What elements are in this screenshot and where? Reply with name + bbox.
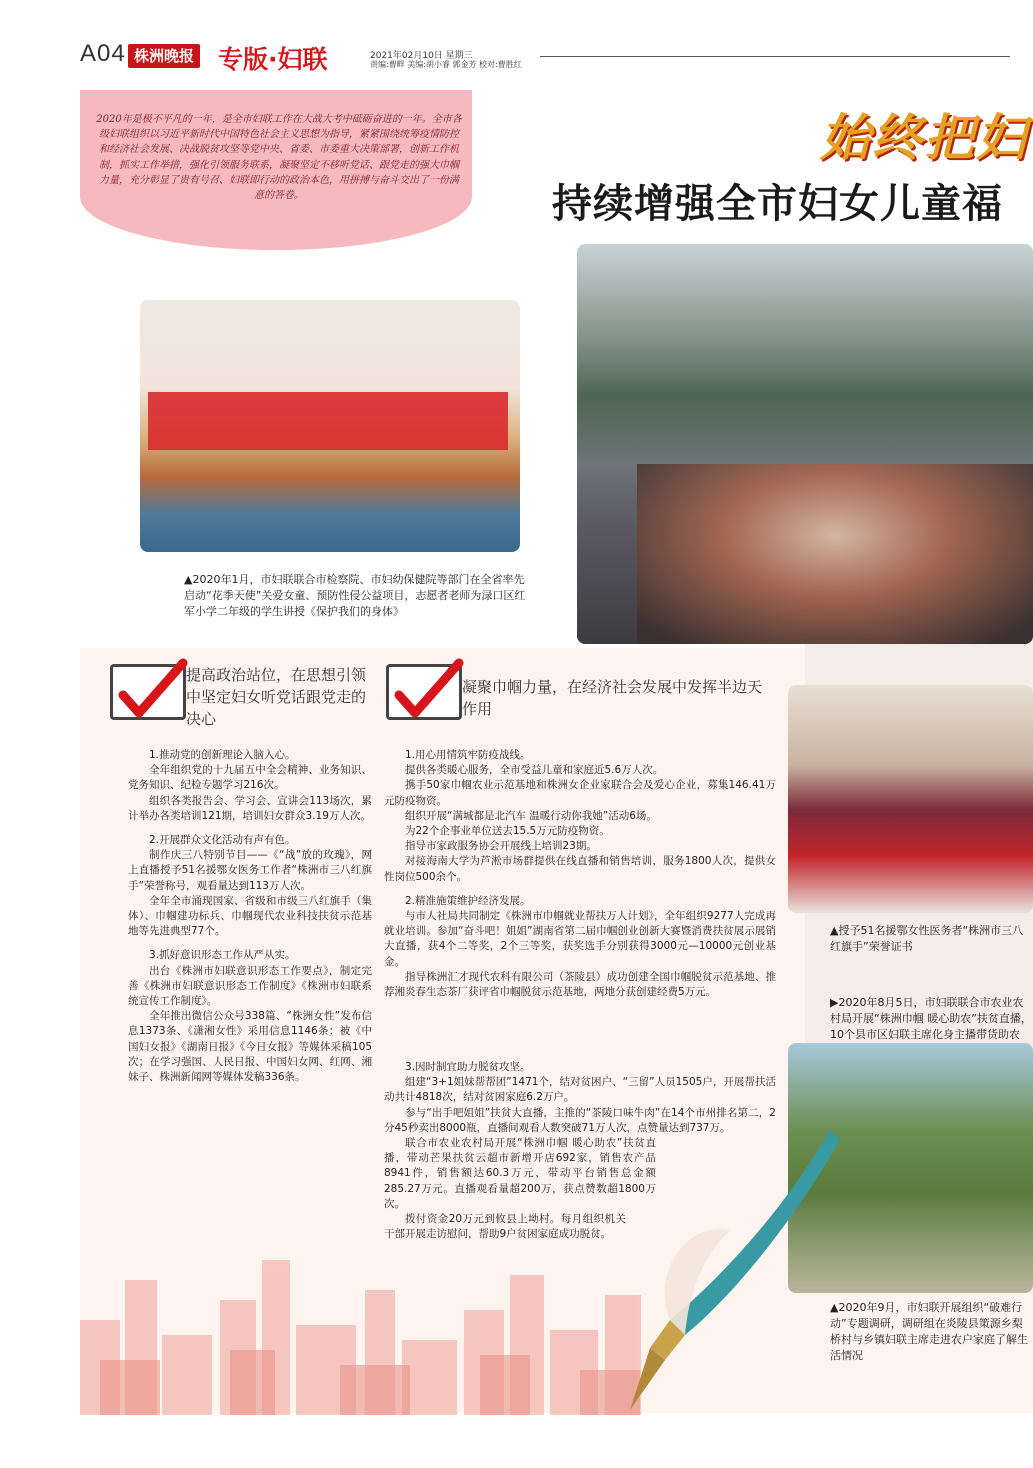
paragraph: 指导市家政服务协会开展线上培训23期。 (405, 840, 597, 853)
paragraph: 组织开展“满城都是北汽车 温暖行动你我她”活动6场。 (405, 809, 657, 822)
photo-award-ceremony (788, 685, 1033, 913)
caption-photo4: ▲2020年9月，市妇联开展组织“破难行动”专题调研，调研组在炎陵县策源乡梨桥村与乡镇妇联主席走进农户家庭了解生活情况 (830, 1301, 1028, 1362)
section-a-heading: 提高政治站位，在思想引领中坚定妇女听党话跟党走的决心 (186, 666, 367, 728)
pen-icon (610, 1120, 840, 1450)
checkmark-icon (110, 664, 186, 720)
section-b-heading: 凝聚巾帼力量，在经济社会发展中发挥半边天作用 (462, 678, 763, 718)
paragraph: 出台《株洲市妇联意识形态工作要点》，制定完善《株洲市妇联意识形态工作制度》《株洲市妇联系统宣传工作制度》。 (128, 964, 372, 1008)
paragraph: 组织各类报告会、学习会、宣讲会113场次，累计举办各类培训121期，培训妇女群众3.19万人次。 (128, 794, 372, 822)
section-b-body (384, 748, 776, 1000)
paragraph: 1.推动党的创新理论入脑入心。 (149, 749, 296, 761)
header-rule (540, 56, 1010, 57)
caption-photo3: ▲授予51名援鄂女性医务者“株洲市三八红旗手”荣誉证书 (830, 924, 1024, 953)
paragraph: 1.用心用情筑牢防疫战线。 (405, 749, 531, 761)
headline-line2: 持续增强全市妇女儿童福 (552, 181, 1003, 227)
section-title: 专版·妇联 (218, 45, 328, 74)
paragraph: 组建“3+1姐妹帮帮团”1471个，结对贫困户、“三留”人员1505户，开展帮扶活动共计4818次，结对贫困家庭6.2万户。 (384, 1076, 776, 1104)
paragraph: 携手50家巾帼农业示范基地和株洲女企业家联合会及爱心企业，募集146.41万元防疫物资。 (384, 779, 776, 807)
caption-photo1: ▲2020年1月，市妇联联合市检察院、市妇幼保健院等部门在全省率先启动“花季天使”关爱女童、预防性侵公益项目，志愿者老师为渌口区红军小学二年级的学生讲授《保护我们的身体》 (184, 573, 526, 618)
city-skyline-illustration (80, 1240, 1033, 1415)
paragraph: 3.因时制宜助力脱贫攻坚。 (405, 1061, 531, 1073)
paragraph: 拨付资金20万元到攸县上坳村。每月组织机关干部开展走访慰问，帮助9户贫困家庭成功脱贫。 (384, 1213, 626, 1241)
checkmark-icon (386, 664, 462, 720)
paragraph: 全年全市涌现国家、省级和市级三八红旗手（集体）、巾帼建功标兵、巾帼现代农业科技扶贫示范基地等先进典型77个。 (128, 894, 372, 938)
paragraph: 提供各类暖心服务，全市受益儿童和家庭近5.6万人次。 (405, 764, 664, 777)
section-a-body (128, 748, 372, 1085)
paragraph: 与市人社局共同制定《株洲市巾帼就业帮扶万人计划》，全年组织9277人完成再就业培训。参加“奋斗吧！姐姐”湖南省第二届巾帼创业创新大赛暨消费扶贫展示展销大直播，获4个二等奖，2个三等奖，获奖选手分别获得3000元—10000元创业基金。 (384, 910, 776, 968)
paragraph: 全年推出微信公众号338篇、“株洲女性”发布信息1373条、《潇湘女性》采用信息1146条；被《中国妇女报》《湖南日报》《今日女报》等媒体采稿105次；在学习强国、人民日报、中国妇女网、红网、湘妹子、株洲新闻网等媒体发稿336条。 (128, 1010, 372, 1084)
intro-text: 2020年是极不平凡的一年，是全市妇联工作在大战大考中砥砺奋进的一年。全市各级妇联组织以习近平新时代中国特色社会主义思想为指导，紧紧围绕统筹疫情防控和经济社会发展、决战脱贫攻坚等党中央、省委、市委重大决策部署，创新工作机制，抓实工作举措，强化引领服务联系，凝聚坚定不移听党话、跟党走的强大巾帼力量，充分彰显了贵有号召、妇联即行动的政治本色，用拼搏与奋斗交出了一份满意的答卷。 (96, 114, 462, 202)
paragraph: 3.抓好意识形态工作从严从实。 (149, 949, 296, 962)
paragraph: 全年组织党的十九届五中全会精神、业务知识、党务知识、纪检专题学习216次。 (128, 764, 372, 792)
editor-credits: 责编:曹畔 美编:胡小睿 郭金芳 校对:曹胜红 (370, 60, 522, 69)
page-number: A04 (80, 40, 126, 67)
paragraph: 参与“出手吧姐姐”扶贫大直播，主推的“茶陵口味牛肉”在14个市州排名第二，2分45秒卖出8000瓶，直播间观看人数突破71万人次，点赞量达到737万。 (384, 1106, 776, 1134)
paragraph: 2.开展群众文化活动有声有色。 (149, 834, 296, 847)
photo-classroom (140, 300, 520, 552)
paragraph: 联合市农业农村局开展“株洲巾帼 暖心助农”扶贫直播，带动芒果扶贫云超市新增开店692家，销售农产品8941件，销售额达60.3万元，带动平台销售总金额285.27万元。直播观看量超200万，获点赞数超1800万次。 (384, 1137, 656, 1210)
issue-date: 2021年02月10日 星期三 (370, 51, 473, 61)
caption-livestream: ▶2020年8月5日，市妇联联合市农业农村局开展“株洲巾帼 暖心助农”扶贫直播，10个县市区妇联主席化身主播带货助农 (830, 996, 1032, 1041)
photo-crowd-gathering (577, 244, 1033, 644)
paragraph: 制作庆三八特别节目——《“战”放的玫瑰》，网上直播授予51名援鄂女医务工作者“株洲市三八红旗手”荣誉称号，观看量达到113万人次。 (128, 849, 372, 892)
paragraph: 2.精准施策维护经济发展。 (405, 894, 531, 907)
paragraph: 指导株洲汇才现代农科有限公司（茶陵县）成功创建全国巾帼脱贫示范基地、推荐湘炎春生态茶厂获评省巾帼脱贫示范基地，两地分获创建经费5万元。 (384, 970, 776, 999)
headline-line1: 始终把妇 (820, 108, 1028, 167)
paragraph: 为22个企事业单位送去15.5万元防疫物资。 (405, 825, 610, 838)
paragraph: 对接海南大学为芦淞市场群提供在线直播和销售培训，服务1800人次，提供女性岗位500余个。 (384, 855, 776, 883)
masthead-logo: 株洲晚报 (128, 44, 200, 68)
